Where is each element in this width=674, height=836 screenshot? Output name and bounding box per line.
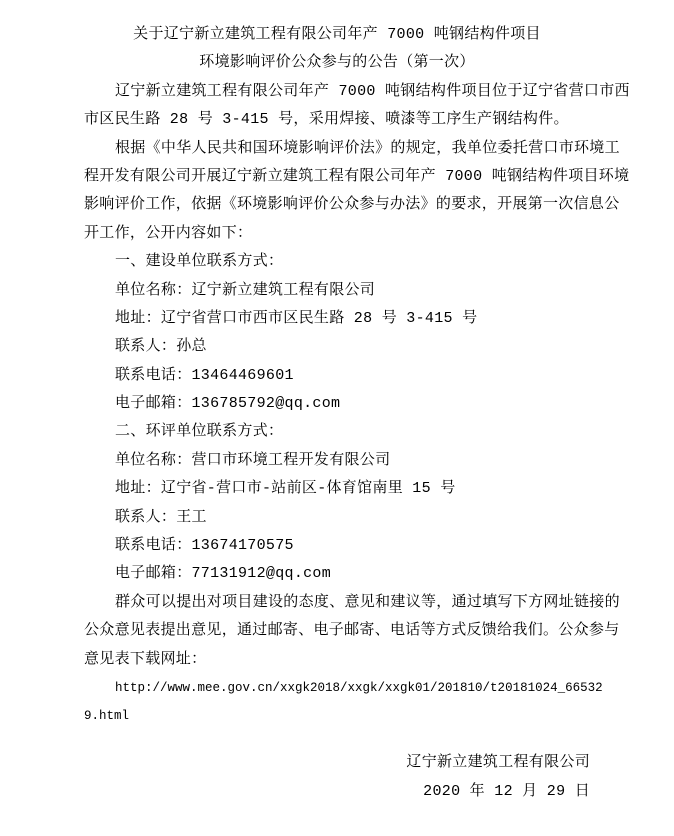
text-line: 电子邮箱：136785792@qq.com — [115, 395, 341, 413]
text-line: 一、建设单位联系方式： — [115, 253, 284, 271]
signature-company: 辽宁新立建筑工程有限公司 — [406, 753, 590, 771]
eia-unit-email — [84, 560, 590, 588]
construction-unit-email — [84, 390, 590, 418]
section-1-heading — [84, 248, 590, 276]
download-url — [84, 674, 603, 731]
public-feedback — [84, 589, 620, 674]
text-line: 单位名称：营口市环境工程开发有限公司 — [115, 451, 391, 469]
document-body — [84, 78, 630, 731]
text-line: 联系人：王工 — [115, 508, 207, 526]
text-line: 开工作，公开内容如下： — [84, 224, 253, 242]
text-line: 单位名称：辽宁新立建筑工程有限公司 — [115, 281, 376, 299]
text-line: 地址：辽宁省营口市西市区民生路 28 号 3-415 号 — [115, 309, 478, 327]
text-line: http://www.mee.gov.cn/xxgk2018/xxgk/xxgk01/201810/t20181024_66532 — [115, 680, 603, 695]
section-2-heading — [84, 418, 590, 446]
text-line: 联系电话：13464469601 — [115, 366, 294, 384]
text-line: 辽宁新立建筑工程有限公司年产 7000 吨钢结构件项目位于辽宁省营口市西 — [115, 82, 630, 100]
text-line: 联系电话：13674170575 — [115, 537, 294, 555]
project-intro — [84, 78, 630, 135]
text-line: 联系人：孙总 — [115, 338, 207, 356]
text-line: 意见表下载网址： — [84, 650, 207, 668]
eia-unit-address — [84, 475, 590, 503]
construction-unit-phone — [84, 362, 590, 390]
document-title — [84, 21, 590, 78]
construction-unit-name — [84, 277, 590, 305]
legal-basis — [84, 135, 630, 249]
text-line: 电子邮箱：77131912@qq.com — [115, 565, 332, 583]
text-line: 环境影响评价公众参与的公告（第一次） — [199, 54, 475, 72]
text-line: 公众意见表提出意见，通过邮寄、电子邮寄、电话等方式反馈给我们。公众参与 — [84, 622, 620, 640]
text-line: 关于辽宁新立建筑工程有限公司年产 7000 吨钢结构件项目 — [133, 26, 541, 43]
text-line: 根据《中华人民共和国环境影响评价法》的规定，我单位委托营口市环境工 — [115, 139, 620, 157]
eia-unit-contact — [84, 504, 590, 532]
text-line: 9.html — [84, 709, 130, 724]
text-line: 二、环评单位联系方式： — [115, 423, 284, 441]
text-line: 市区民生路 28 号 3-415 号，采用焊接、喷漆等工序生产钢结构件。 — [84, 111, 569, 129]
text-line: 地址：辽宁省-营口市-站前区-体育馆南里 15 号 — [115, 480, 456, 498]
construction-unit-address — [84, 305, 590, 333]
eia-unit-name — [84, 447, 590, 475]
text-line: 影响评价工作，依据《环境影响评价公众参与办法》的要求，开展第一次信息公 — [84, 196, 620, 214]
text-line: 程开发有限公司开展辽宁新立建筑工程有限公司年产 7000 吨钢结构件项目环境 — [84, 167, 630, 185]
signature-block — [84, 748, 590, 807]
text-line: 群众可以提出对项目建设的态度、意见和建议等，通过填写下方网址链接的 — [115, 593, 620, 611]
construction-unit-contact — [84, 333, 590, 361]
signature-date: 2020 年 12 月 29 日 — [423, 783, 590, 801]
eia-unit-phone — [84, 532, 590, 560]
